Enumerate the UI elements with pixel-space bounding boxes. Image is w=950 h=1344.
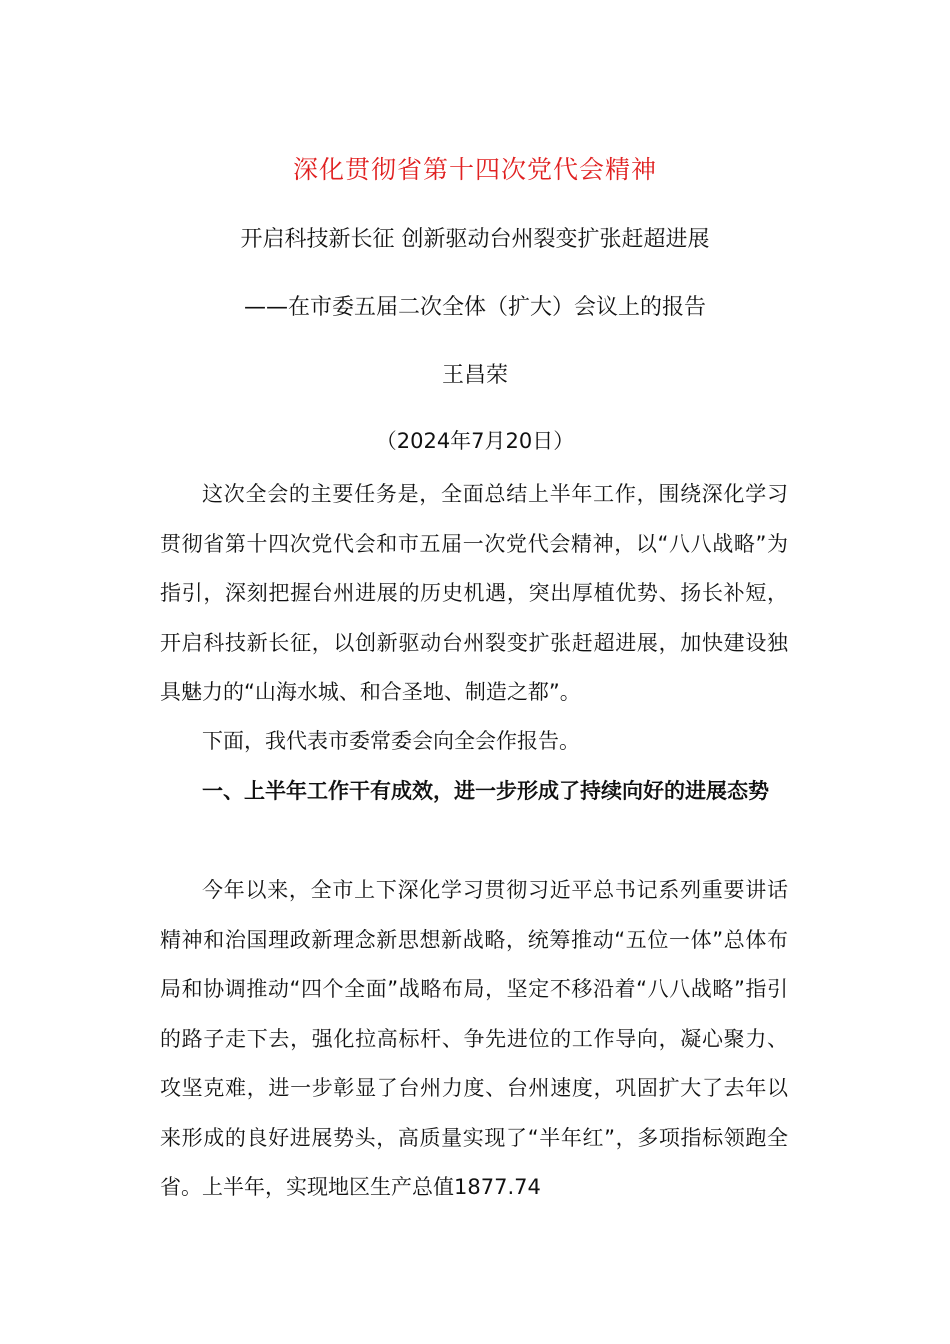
heading-text: 一、上半年工作干有成效，进一步形成了持续向好的进展态势 — [202, 779, 769, 803]
paragraph-report — [160, 717, 788, 767]
report-date: （2024年7月20日） — [375, 429, 575, 453]
paragraph-body-1 — [160, 866, 788, 1213]
report-occasion: ——在市委五届二次全体（扩大）会议上的报告 — [243, 295, 706, 320]
paragraph-intro — [160, 470, 788, 718]
author-name: 王昌荣 — [441, 363, 508, 388]
paragraph-text: 这次全会的主要任务是，全面总结上半年工作，围绕深化学习贯彻省第十四次党代会和市五届一次党代会精神，以“八八战略”为指引，深刻把握台州进展的历史机遇，突出厚植优势、扬长补短，开启科技新长征，以创新驱动台州裂变扩张赶超进展，加快建设独具魅力的“山海水城、和合圣地、制造之都”。 — [160, 482, 788, 704]
section-heading-1 — [160, 767, 788, 817]
document-title: 深化贯彻省第十四次党代会精神 — [292, 155, 657, 184]
paragraph-text: 下面，我代表市委常委会向全会作报告。 — [202, 729, 580, 753]
document-subtitle: 开启科技新长征 创新驱动台州裂变扩张赶超进展 — [240, 227, 710, 252]
paragraph-text: 今年以来，全市上下深化学习贯彻习近平总书记系列重要讲话精神和治国理政新理念新思想新战略，统筹推动“五位一体”总体布局和协调推动“四个全面”战略布局，坚定不移沿着“八八战略”指引的路子走下去，强化拉高标杆、争先进位的工作导向，凝心聚力、攻坚克难，进一步彰显了台州力度、台州速度，巩固扩大了去年以来形成的良好进展势头，高质量实现了“半年红”，多项指标领跑全省。上半年，实现地区生产总值1877.74 — [160, 878, 788, 1199]
